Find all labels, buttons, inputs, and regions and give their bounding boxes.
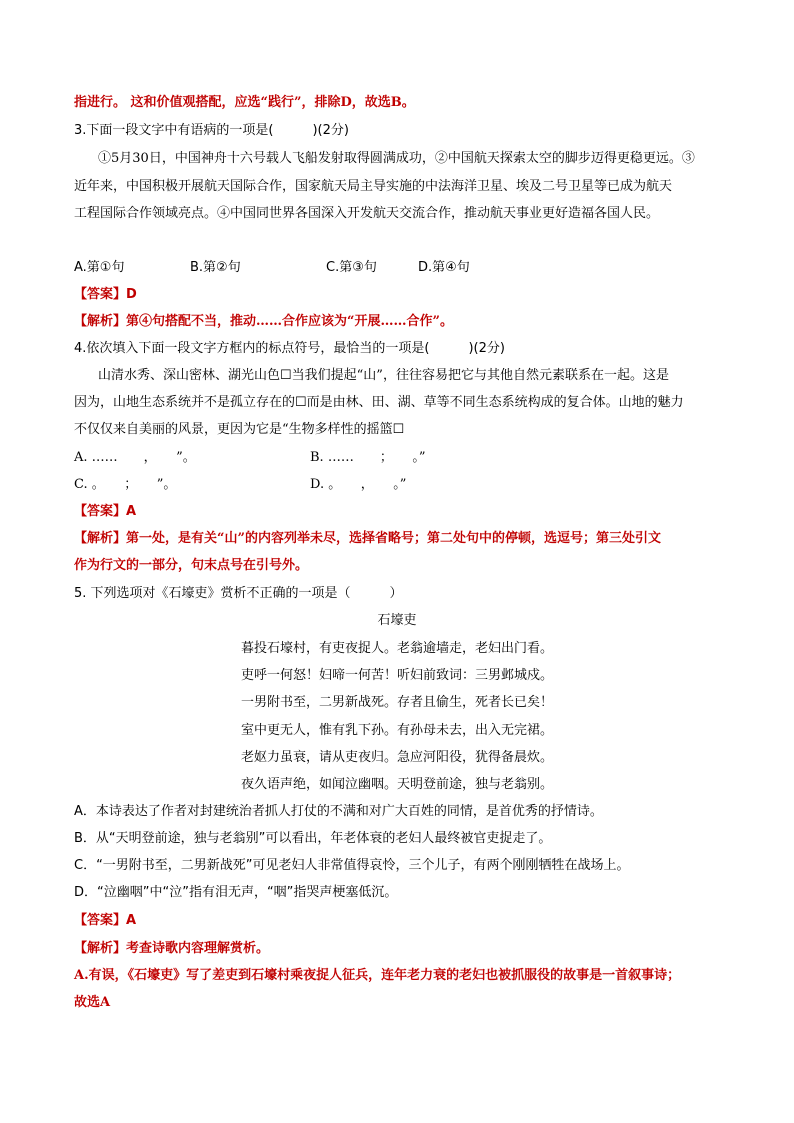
q5-analysis — [74, 940, 269, 958]
q4-passage-line-3: 不仅仅来自美丽的风景，更因为它是“生物多样性的摇篮☐ — [74, 422, 405, 437]
analysis-text: 考查诗歌内容理解赏析。 — [126, 941, 270, 956]
q3-option-c: C.第③句 — [326, 260, 377, 275]
poem-line: 一男附书至，二男新战死。存者且偷生，死者长已矣！ — [240, 695, 553, 710]
q5-option-d: D．“泣幽咽”中“泣”指有泪无声，“咽”指哭声梗塞低沉。 — [74, 885, 398, 900]
analysis-tag: 【解析】 — [74, 314, 127, 329]
q4-passage-line-2: 因为，山地生态系统并不是孤立存在的☐而是由林、田、湖、草等不同生态系统构成的复合体。山地的魅力 — [74, 395, 684, 410]
poem-line: 吏呼一何怒！妇啼一何苦！听妇前致词：三男邺城戍。 — [240, 668, 553, 683]
answer-tag: 【答案】 — [74, 504, 127, 519]
q4-analysis-line-1 — [74, 530, 661, 548]
q4-option-d: D. 。 ， 。” — [310, 477, 407, 492]
q3-option-b: B.第②句 — [190, 260, 241, 275]
q4-passage-line-1: 山清水秀、深山密林、湖光山色☐当我们提起“山”，往往容易把它与其他自然元素联系在一起。这是 — [98, 368, 669, 383]
q4-stem: 4.依次填入下面一段文字方框内的标点符号，最恰当的一项是( )(2分) — [74, 341, 505, 356]
q3-stem: 3.下面一段文字中有语病的一项是( )(2分) — [74, 123, 349, 138]
q4-analysis-line-2: 作为行文的一部分，句末点号在引号外。 — [74, 558, 309, 573]
poem-line: 夜久语声绝，如闻泣幽咽。天明登前途，独与老翁别。 — [240, 777, 553, 792]
analysis-tag: 【解析】 — [74, 531, 127, 546]
q3-option-a: A.第①句 — [74, 260, 125, 275]
q3-passage-line-2: 近年来，中国积极开展航天国际合作，国家航天局主导实施的中法海洋卫星、埃及二号卫星等已成为航天 — [74, 179, 673, 194]
q5-answer — [74, 912, 136, 930]
q4-option-b: B. …… ； 。” — [310, 450, 426, 465]
poem-title: 石壕吏 — [377, 613, 417, 628]
q5-option-b: B．从“天明登前途，独与老翁别”可以看出，年老体衰的老妇人最终被官吏捉走了。 — [74, 831, 552, 846]
q3-analysis — [74, 313, 453, 331]
q3-answer — [74, 286, 137, 304]
analysis-text: 第④句搭配不当，推动……合作应该为“开展……合作”。 — [126, 314, 453, 329]
prev-analysis-line: 指进行。 这和价值观搭配，应选“践行”，排除D，故选B。 — [74, 95, 415, 110]
q4-option-c: C. 。 ； ”。 — [74, 477, 177, 492]
q5-option-c: C．“一男附书至，二男新战死”可见老妇人非常值得哀怜，三个儿子，有两个刚刚牺牲在战场上。 — [74, 858, 630, 873]
analysis-tag: 【解析】 — [74, 941, 127, 956]
poem-line: 老妪力虽衰，请从吏夜归。急应河阳役，犹得备晨炊。 — [240, 750, 553, 765]
q3-passage-line-1: ①5月30日，中国神舟十六号载人飞船发射取得圆满成功，②中国航天探索太空的脚步迈得更稳更远。③ — [98, 151, 695, 166]
answer-tag: 【答案】 — [74, 913, 127, 928]
q5-analysis-a-line-1: A.有误，《石壕吏》写了差吏到石壕村乘夜捉人征兵，连年老力衰的老妇也被抓服役的故事是一首叙事诗； — [74, 968, 681, 983]
q5-analysis-a-line-2: 故选A — [74, 995, 111, 1010]
answer-value: D — [126, 287, 137, 302]
answer-value: A — [126, 913, 137, 928]
poem-line: 暮投石壕村，有吏夜捉人。老翁逾墙走，老妇出门看。 — [240, 641, 553, 656]
answer-tag: 【答案】 — [74, 287, 127, 302]
answer-value: A — [126, 504, 137, 519]
q3-passage-line-3: 工程国际合作领域亮点。④中国同世界各国深入开发航天交流合作，推动航天事业更好造福各国人民。 — [74, 206, 660, 221]
analysis-text: 第一处，是有关“山”的内容列举未尽，选择省略号；第二处句中的停顿，选逗号；第三处引文 — [126, 531, 661, 546]
q5-option-a: A．本诗表达了作者对封建统治者抓人打仗的不满和对广大百姓的同情，是首优秀的抒情诗。 — [74, 804, 603, 819]
poem-line: 室中更无人，惟有乳下孙。有孙母未去，出入无完裙。 — [240, 723, 553, 738]
q4-answer — [74, 503, 136, 521]
q3-option-d: D.第④句 — [418, 260, 470, 275]
q4-option-a: A. …… ， ”。 — [74, 450, 196, 465]
q5-stem: 5. 下列选项对《石壕吏》赏析不正确的一项是（ ） — [74, 586, 403, 601]
